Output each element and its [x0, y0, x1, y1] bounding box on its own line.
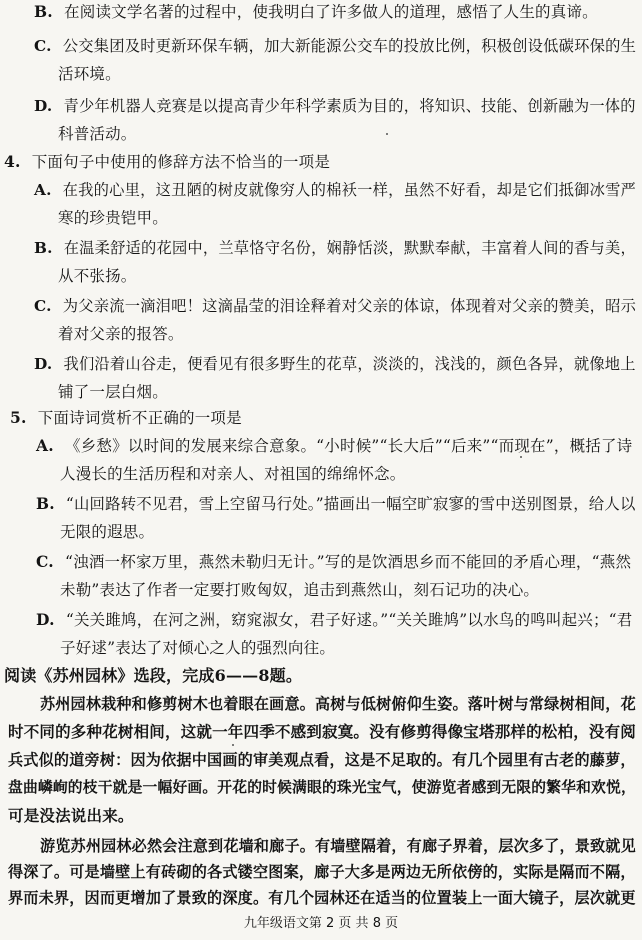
q3-option-c-cont: 活环境。: [58, 65, 121, 83]
option-label: C.: [36, 552, 54, 571]
passage-p1-line4: 盘曲嶙峋的枝干就是一幅好画。开花的时候满眼的珠光宝气，使游览者感到无限的繁华和欢悦，: [8, 779, 636, 796]
reading-heading-suffix: 选段，完成6——8题。: [133, 666, 303, 685]
q4-option-d: [34, 354, 636, 374]
passage-p2-line1: 游览苏州园林必然会注意到花墙和廊子。有墙壁隔着，有廊子界着，层次多了，景致就见: [40, 837, 636, 855]
q5-option-c: [36, 552, 631, 572]
scan-speck: [520, 456, 522, 458]
q4-option-b: [34, 238, 636, 258]
q4-option-b-cont: 从不张扬。: [58, 267, 137, 285]
q3-option-d-cont: 科普活动。: [58, 125, 137, 143]
option-label: B.: [34, 2, 53, 21]
q4-option-c: [34, 296, 636, 316]
scan-speck: [386, 133, 388, 135]
page-footer: 九年级语文第 2 页 共 8 页: [243, 916, 399, 931]
question-text: 下面句子中使用的修辞方法不恰当的一项是: [31, 153, 331, 171]
option-text-line1: 在我的心里，这丑陋的树皮就像穷人的棉袄一样，虽然不好看，却是它们抵御冰雪严: [62, 181, 637, 199]
option-text-line1: “关关雎鸠，在河之洲，窈窕淑女，君子好逑。”“关关雎鸠”以水鸟的鸣叫起兴；“君: [65, 611, 633, 629]
option-label: A.: [34, 181, 52, 199]
scan-speck: [232, 744, 234, 746]
option-label: D.: [34, 97, 53, 115]
option-text-line1: “山回路转不见君，雪上空留马行处。”描画出一幅空旷寂寥的雪中送别图景，给人以: [65, 495, 636, 513]
option-text-line1: “浊酒一杯家万里，燕然未勒归无计。”写的是饮酒思乡而不能回的矛盾心理，“燕然: [65, 553, 632, 571]
option-label: D.: [34, 355, 53, 373]
passage-p1-line2: 时不同的多种花树相间，这就一年四季不感到寂寞。没有修剪得像宝塔那样的松柏，没有阅: [8, 722, 637, 741]
option-text-line1: 我们沿着山谷走，便看见有很多野生的花草，淡淡的，浅浅的，颜色各异，就像地上: [63, 355, 636, 373]
option-text-line1: 在温柔舒适的花园中，兰草恪守名份，娴静恬淡，默默奉献，丰富着人间的香与美，: [63, 239, 636, 257]
q5-option-b-cont: 无限的遐思。: [60, 523, 155, 541]
q4-option-a: [34, 180, 636, 200]
option-text-line1: 《乡愁》以时间的发展来综合意象。“小时候”“长大后”“后来”“而现在”，概括了诗: [64, 437, 633, 455]
q4-option-d-cont: 铺了一层白烟。: [58, 383, 168, 401]
q3-option-c: [34, 36, 636, 56]
passage-p1-line5: 可是没法说出来。: [8, 806, 134, 825]
q3-option-d: [34, 96, 636, 116]
q5-option-d: [36, 610, 633, 630]
question-number: 4.: [4, 152, 21, 171]
q4-option-a-cont: 寒的珍贵铠甲。: [58, 209, 168, 227]
option-label: B.: [34, 239, 53, 257]
option-label: A.: [36, 436, 54, 455]
reading-heading: [4, 666, 302, 686]
option-label: B.: [36, 495, 55, 513]
option-text: 在阅读文学名著的过程中，使我明白了许多做人的道理，感悟了人生的真谛。: [64, 3, 598, 21]
reading-heading-prefix: 阅读: [4, 666, 37, 685]
q5-option-c-cont: 未勒”表达了作者一定要打败匈奴，追击到燕然山，刻石记功的决心。: [60, 581, 540, 599]
passage-p2-line3: 界而未界，因而更增加了景致的深度。有几个园林还在适当的位置装上一面大镜子，层次就更: [8, 889, 636, 907]
q5-stem: [10, 408, 242, 428]
q5-option-a: [36, 436, 632, 456]
option-label: C.: [34, 297, 52, 315]
q3-option-b: [34, 2, 598, 22]
q4-stem: [4, 152, 330, 172]
question-number: 5.: [10, 408, 27, 427]
q5-option-b: [36, 494, 636, 514]
passage-p1-line3: 兵式似的道旁树：因为依据中国画的审美观点看，这是不足取的。有几个园里有古老的藤萝，: [8, 751, 636, 769]
q5-option-d-cont: 子好逑”表达了对倾心之人的强烈向往。: [60, 639, 336, 657]
option-text-line1: 公交集团及时更新环保车辆，加大新能源公交车的投放比例，积极创设低碳环保的生: [62, 37, 637, 55]
question-text: 下面诗词赏析不正确的一项是: [37, 409, 242, 427]
option-label: C.: [34, 37, 52, 55]
option-label: D.: [36, 610, 55, 629]
option-text-line1: 为父亲流一滴泪吧！这滴晶莹的泪诠释着对父亲的体谅，体现着对父亲的赞美，昭示: [62, 297, 637, 315]
passage-p2-line2: 得深了。可是墙壁上有砖砌的各式镂空图案，廊子大多是两边无所依傍的，实际是隔而不隔，: [8, 863, 636, 881]
q4-option-c-cont: 着对父亲的报答。: [58, 325, 184, 343]
q5-option-a-cont: 人漫长的生活历程和对亲人、对祖国的绵绵怀念。: [60, 465, 406, 483]
reading-heading-title: 《苏州园林》: [36, 666, 134, 685]
passage-p1-line1: 苏州园林栽种和修剪树木也着眼在画意。高树与低树俯仰生姿。落叶树与常绿树相间，花: [40, 695, 636, 713]
option-text-line1: 青少年机器人竞赛是以提高青少年科学素质为目的，将知识、技能、创新融为一体的: [63, 97, 636, 115]
